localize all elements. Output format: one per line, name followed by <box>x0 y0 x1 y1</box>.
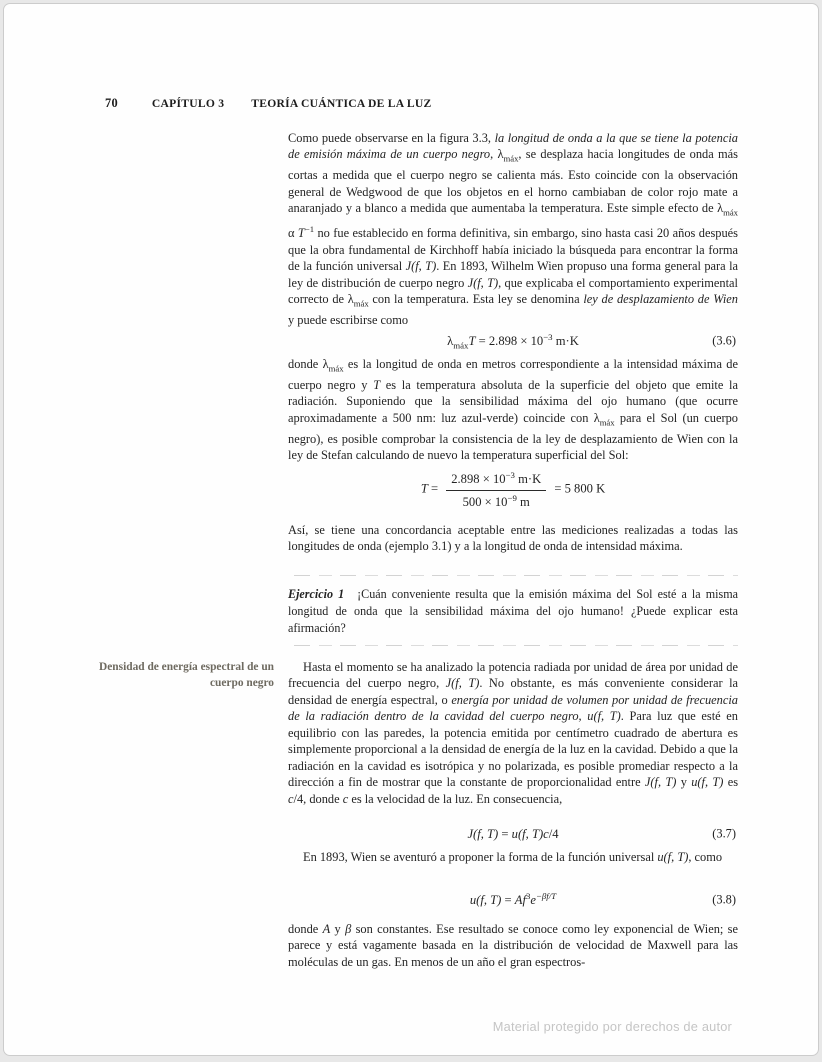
fraction <box>446 470 546 509</box>
text-run: y <box>330 922 346 936</box>
paragraph-wien-displacement-intro <box>288 130 738 329</box>
equation-number: (3.8) <box>712 892 736 907</box>
text-run: J(f, T) <box>445 676 480 691</box>
fraction-numerator <box>446 470 546 490</box>
text-run: m·K <box>552 333 579 348</box>
margin-note-spectral-energy-density: Densidad de energía espectral de un cuerpo negro <box>99 661 274 689</box>
text-run: u(f, T)c <box>511 826 549 841</box>
text-run: son constantes. Ese resultado se conoce como ley exponencial de Wien; se parece y está vagamente basada en la distribución de velocidad de Maxwell para las moléculas de un gas. En menos de un año el gran espectros- <box>288 922 739 969</box>
equation-expression <box>470 891 556 908</box>
text-run: máx <box>503 153 519 164</box>
text-run: 500 × 10 <box>462 494 508 509</box>
text-run: , λ <box>490 147 504 162</box>
text-run: no fue establecido en forma definitiva, sin embargo, sino hasta casi 20 años después que la obra fundamental de Kirchhoff había iniciado la búsqueda para encontrar la forma de la función universal <box>288 226 738 274</box>
faint-divider-bottom <box>294 645 738 646</box>
equation-expression <box>467 827 558 842</box>
text-run: es la velocidad de la luz. En consecuencia, <box>348 791 563 806</box>
chapter-label: CAPÍTULO 3 <box>151 97 225 110</box>
text-run: λ <box>447 333 454 348</box>
book-page <box>3 3 819 1056</box>
text-run: T <box>420 481 428 496</box>
text-run: = 5 800 K <box>551 481 606 496</box>
text-run: T <box>297 226 305 241</box>
text-run: . No obstante, es más conveniente considerar la densidad de energía espectral, o <box>288 676 739 707</box>
text-run: donde λ <box>288 357 329 371</box>
text-run: 3 <box>525 891 531 902</box>
text-run: = <box>427 481 442 496</box>
text-run: En 1893, Wien se aventuró a proponer la forma de la función universal <box>303 850 658 864</box>
chapter-title: TEORÍA CUÁNTICA DE LA LUZ <box>251 97 432 110</box>
text-run: J(f, T) <box>467 826 499 841</box>
text-run: Así, se tiene una concordancia aceptable entre las mediciones realizadas a todas las longitudes de onda (ejemplo 3.1) y a la longitud de onda de intensidad máxima. <box>288 523 738 554</box>
text-run: β <box>345 922 352 936</box>
text-run: = <box>501 893 515 908</box>
text-run: máx <box>328 363 344 374</box>
paragraph-spectral-energy-density <box>288 659 738 807</box>
text-run: y <box>676 775 692 790</box>
text-run: J(f, T) <box>405 259 437 274</box>
text-run: ley de desplazamiento de Wien <box>583 292 738 307</box>
text-run: c <box>342 791 349 806</box>
text-run: y puede escribirse como <box>288 313 409 328</box>
page-number: 70 <box>105 96 118 110</box>
fraction-denominator <box>463 491 530 510</box>
equation-wien-displacement-law <box>288 331 738 351</box>
text-run: es la longitud de onda en metros correspondiente a la intensidad máxima de cuerpo negro y <box>288 357 738 392</box>
equation-wien-exponential-law <box>288 888 738 912</box>
text-run: Como puede observarse en la figura 3.3, <box>288 131 495 145</box>
text-run: es la temperatura absoluta de la superficie del objeto que emite la radiación. Suponiendo que la sensibilidad máxima del ojo humano (que ocurre aproximadamente a 500 nm: luz azul-verde) coincide con λ <box>288 377 738 425</box>
copyright-watermark: Material protegido por derechos de autor <box>492 1019 732 1034</box>
text-run: Af <box>514 893 526 908</box>
text-run: energía por unidad de volumen por unidad de frecuencia de la radiación dentro de la cavidad del cuerpo negro, u(f, T) <box>288 692 738 724</box>
equation-sun-temperature <box>288 468 738 512</box>
text-run: /4, donde <box>293 791 343 806</box>
text-run: u(f, T) <box>469 893 502 908</box>
text-run: −3 <box>505 470 515 481</box>
paragraph-wien-law-explanation <box>288 356 738 464</box>
text-run: m·K <box>514 472 542 487</box>
paragraph-wien-proposal <box>288 849 738 865</box>
equation-number: (3.7) <box>712 826 736 841</box>
text-run: Hasta el momento se ha analizado la potencia radiada por unidad de área por unidad de frecuencia del cuerpo negro, <box>288 660 738 691</box>
paragraph-exponential-law <box>288 921 738 970</box>
text-run: = <box>498 826 512 841</box>
text-run: con la temperatura. Esta ley se denomina <box>368 292 584 307</box>
text-run: donde <box>288 922 323 936</box>
text-run: J(f, T) <box>467 275 499 290</box>
text-run: . En 1893, Wilhelm Wien propuso una forma general para la ley de distribución de cuerpo negro <box>288 259 739 290</box>
text-run: 2.898 × 10 <box>451 472 506 487</box>
text-run: −1 <box>304 224 315 235</box>
text-run: c <box>288 791 294 806</box>
text-run: es <box>723 775 739 790</box>
exercise-text: ¡Cuán conveniente resulta que la emisión máxima del Sol esté a la misma longitud de onda que la sensibilidad máxima del ojo humano! ¿Puede explicar esta afirmación? <box>288 587 738 636</box>
text-run: para el Sol (un cuerpo negro), es posible comprobar la consistencia de la ley de desplazamiento de Wien con la ley de Stefan calculando de nuevo la temperatura superficial del Sol: <box>288 410 738 463</box>
equation-expression <box>447 332 579 351</box>
text-run: J(f, T) <box>644 775 677 790</box>
faint-divider-top <box>294 575 738 576</box>
equation-j-u-relation <box>288 824 738 844</box>
text-run: e <box>530 893 536 908</box>
text-run: , que explicaba el comportamiento experimental correcto de λ <box>288 275 739 307</box>
text-run: −9 <box>507 492 517 503</box>
text-run: u(f, T) <box>657 850 689 864</box>
text-run: −βf/T <box>535 891 557 902</box>
text-run: /4 <box>548 826 559 841</box>
text-run: m <box>516 494 530 509</box>
text-run: máx <box>723 207 738 218</box>
equation-number: (3.6) <box>712 333 736 348</box>
text-run: máx <box>599 417 615 428</box>
text-run: máx <box>353 298 369 309</box>
text-run: la longitud de onda a la que se tiene la potencia de emisión máxima de un cuerpo negro <box>288 131 738 162</box>
text-run: , como <box>688 850 723 864</box>
equation-expression <box>421 470 605 509</box>
paragraph-concordance <box>288 522 738 555</box>
text-run: T <box>373 377 381 392</box>
text-run: máx <box>453 340 469 351</box>
text-run: T <box>468 333 476 348</box>
text-run: A <box>322 922 331 936</box>
text-run: u(f, T) <box>691 775 724 790</box>
text-run: = 2.898 × 10 <box>475 333 544 348</box>
exercise-label: Ejercicio 1 <box>288 587 345 601</box>
text-run: , se desplaza hacia longitudes de onda más cortas a medida que el cuerpo negro se calienta más. Esto coincide con la observación general de Wedgwood de que los objetos en el horno cambiaban de color rojo mate a anaranjado y a blanco a medida que aumentaba la temperatura. Este simple efecto de λ <box>288 147 738 216</box>
text-run: α <box>288 226 298 241</box>
exercise-1-block <box>288 586 738 638</box>
page-header <box>105 96 432 111</box>
text-run: −3 <box>543 331 553 342</box>
text-run: . Para luz que esté en equilibrio con las paredes, la potencia emitida por centímetro cuadrado de abertura es simplemente proporcional a la densidad de energía de la luz en la cavidad. Debido a que la radiación en la cavidad es isotrópica y no polarizada, es posible promediar respecto a la dirección a fin de mostrar que la constante de proporcionalidad entre <box>288 709 738 790</box>
